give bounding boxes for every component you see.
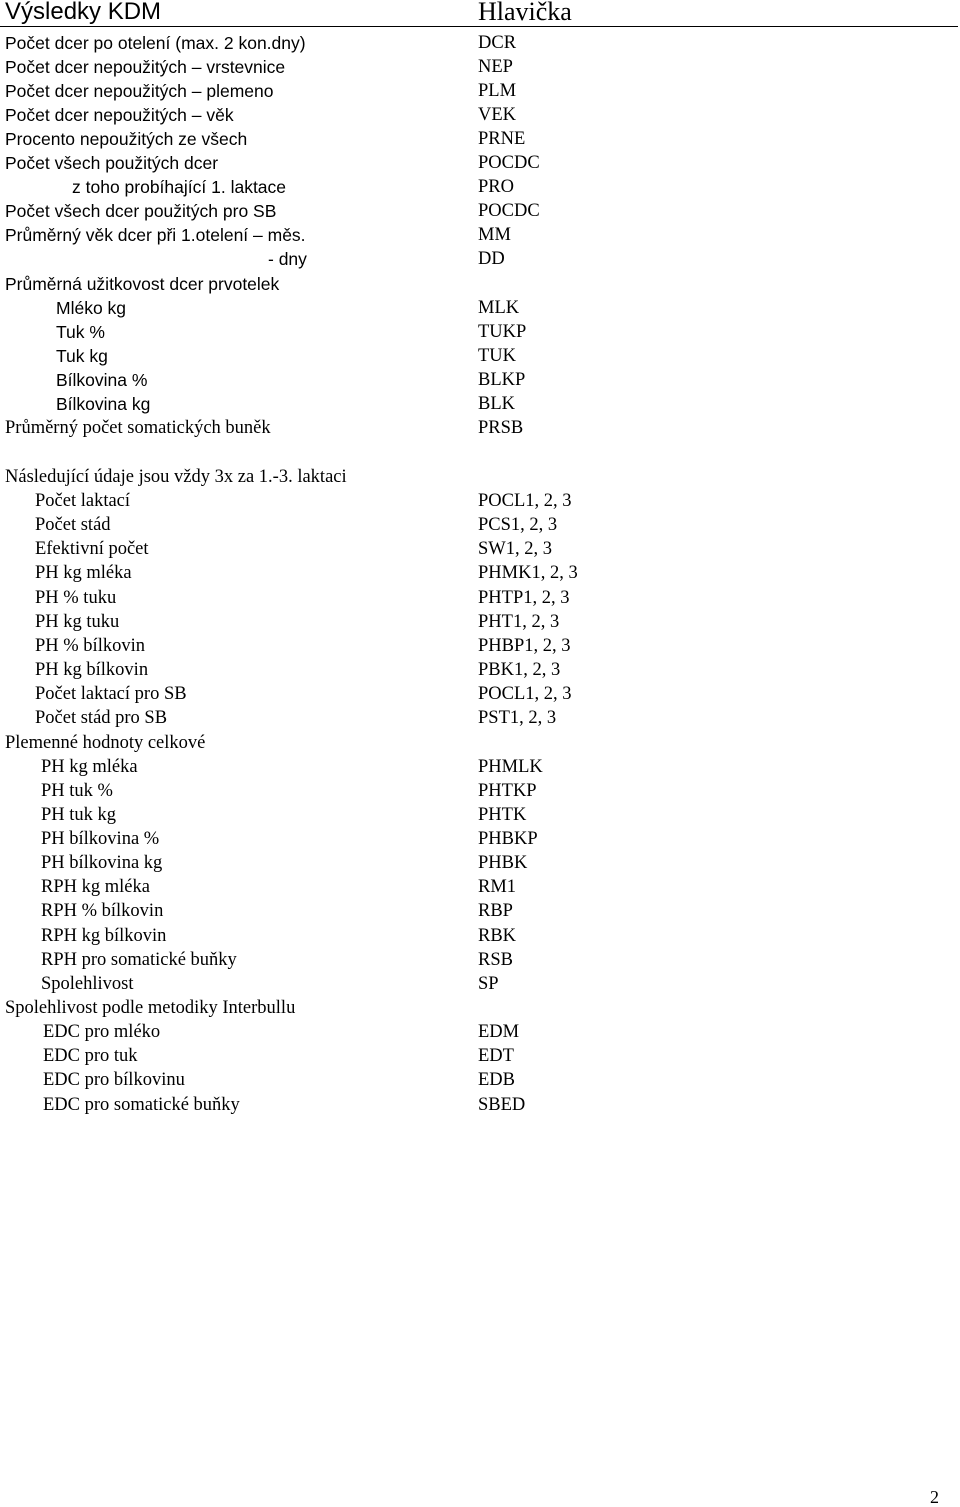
field-label: Počet laktací (35, 491, 131, 511)
field-label: Počet všech použitých dcer (5, 153, 219, 173)
field-row (0, 852, 960, 874)
field-row (0, 635, 960, 657)
field-row (0, 732, 960, 754)
field-row (0, 949, 960, 971)
header-left-title: Výsledky KDM (5, 0, 162, 25)
field-code: PHMK1, 2, 3 (478, 563, 578, 583)
field-row (0, 562, 960, 584)
field-code: DD (478, 249, 505, 269)
field-label: PH % bílkovin (35, 636, 145, 656)
field-code: PHT1, 2, 3 (478, 612, 560, 632)
field-label: PH bílkovina % (41, 829, 160, 849)
field-label: Plemenné hodnoty celkové (5, 733, 206, 753)
field-row (0, 56, 960, 78)
field-code: PHBP1, 2, 3 (478, 636, 571, 656)
field-code: TUK (478, 346, 517, 366)
field-code: PBK1, 2, 3 (478, 660, 561, 680)
field-label: Efektivní počet (35, 539, 149, 559)
field-row (0, 997, 960, 1019)
field-row (0, 756, 960, 778)
field-row (0, 297, 960, 319)
field-label: PH tuk % (41, 781, 113, 801)
field-code: NEP (478, 57, 513, 77)
field-row (0, 104, 960, 126)
field-code: SBED (478, 1095, 526, 1115)
field-label: Spolehlivost podle metodiky Interbullu (5, 998, 296, 1018)
field-code: MM (478, 225, 511, 245)
field-label: Počet stád pro SB (35, 708, 168, 728)
field-code: PRSB (478, 418, 524, 438)
field-label: PH % tuku (35, 588, 117, 608)
field-row (0, 490, 960, 512)
field-row (0, 828, 960, 850)
field-label: EDC pro somatické buňky (43, 1095, 240, 1115)
field-code: SP (478, 974, 499, 994)
field-row (0, 876, 960, 898)
field-label: Průměrný věk dcer při 1.otelení – měs. (5, 225, 306, 245)
field-code: TUKP (478, 322, 527, 342)
field-label: Tuk kg (56, 346, 108, 366)
field-code: PHBKP (478, 829, 538, 849)
field-label: Počet dcer po otelení (max. 2 kon.dny) (5, 33, 306, 53)
field-row (0, 900, 960, 922)
field-row (0, 321, 960, 343)
field-row (0, 1045, 960, 1067)
field-label: PH kg mléka (35, 563, 132, 583)
field-row (0, 176, 960, 198)
field-code: BLK (478, 394, 515, 414)
field-label: Následující údaje jsou vždy 3x za 1.-3. laktaci (5, 467, 347, 487)
field-code: RM1 (478, 877, 517, 897)
field-row (0, 659, 960, 681)
field-label: Spolehlivost (41, 974, 134, 994)
field-code: RSB (478, 950, 513, 970)
field-label: z toho probíhající 1. laktace (72, 177, 287, 197)
field-code: PLM (478, 81, 517, 101)
field-label: Tuk % (56, 322, 105, 342)
field-label: EDC pro tuk (43, 1046, 138, 1066)
field-label: RPH kg bílkovin (41, 926, 167, 946)
page-number: 2 (930, 1487, 939, 1507)
field-label: Mléko kg (56, 298, 127, 318)
field-code: POCDC (478, 201, 540, 221)
field-label: PH kg bílkovin (35, 660, 149, 680)
field-label: RPH % bílkovin (41, 901, 164, 921)
field-code: PHBK (478, 853, 528, 873)
field-code: PST1, 2, 3 (478, 708, 557, 728)
field-label: PH kg tuku (35, 612, 120, 632)
field-code: EDB (478, 1070, 515, 1090)
field-row (0, 1021, 960, 1043)
field-code: PRO (478, 177, 514, 197)
field-code: PHMLK (478, 757, 543, 777)
field-code: SW1, 2, 3 (478, 539, 552, 559)
header-right-title: Hlavička (478, 0, 572, 26)
field-row (0, 611, 960, 633)
field-code: PHTK (478, 805, 527, 825)
field-row (0, 1069, 960, 1091)
field-label: RPH pro somatické buňky (41, 950, 237, 970)
field-row (0, 224, 960, 246)
field-code: VEK (478, 105, 517, 125)
field-label: Bílkovina % (56, 370, 148, 390)
field-row (0, 32, 960, 54)
field-row (0, 925, 960, 947)
field-row (0, 683, 960, 705)
field-code: PHTKP (478, 781, 537, 801)
field-code: BLKP (478, 370, 526, 390)
field-row (0, 248, 960, 270)
field-row (0, 538, 960, 560)
field-row (0, 393, 960, 415)
field-code: POCDC (478, 153, 540, 173)
field-row (0, 152, 960, 174)
field-label: RPH kg mléka (41, 877, 150, 897)
field-label: Počet dcer nepoužitých – vrstevnice (5, 57, 286, 77)
field-label: EDC pro mléko (43, 1022, 161, 1042)
field-row (0, 707, 960, 729)
field-row (0, 80, 960, 102)
field-label: Bílkovina kg (56, 394, 151, 414)
field-label: Průměrná užitkovost dcer prvotelek (5, 274, 280, 294)
field-label: Počet stád (35, 515, 111, 535)
field-label: PH kg mléka (41, 757, 138, 777)
field-code: PHTP1, 2, 3 (478, 588, 570, 608)
field-row (0, 804, 960, 826)
field-label: Počet dcer nepoužitých – plemeno (5, 81, 274, 101)
field-row (0, 345, 960, 367)
field-code: MLK (478, 298, 520, 318)
field-code: POCL1, 2, 3 (478, 684, 572, 704)
field-label: Počet dcer nepoužitých – věk (5, 105, 234, 125)
field-code: EDT (478, 1046, 514, 1066)
field-row (0, 780, 960, 802)
field-label: Průměrný počet somatických buněk (5, 418, 271, 438)
field-code: EDM (478, 1022, 520, 1042)
field-code: RBK (478, 926, 517, 946)
field-row (0, 369, 960, 391)
field-code: PCS1, 2, 3 (478, 515, 558, 535)
field-code: DCR (478, 33, 517, 53)
field-code: RBP (478, 901, 513, 921)
field-row (0, 587, 960, 609)
field-label: PH tuk kg (41, 805, 117, 825)
field-row (0, 273, 960, 295)
field-row (0, 1094, 960, 1116)
field-row (0, 466, 960, 488)
field-row (0, 417, 960, 439)
field-label: PH bílkovina kg (41, 853, 163, 873)
field-code: PRNE (478, 129, 526, 149)
field-label: EDC pro bílkovinu (43, 1070, 185, 1090)
field-label: Procento nepoužitých ze všech (5, 129, 248, 149)
field-label: - dny (268, 249, 307, 269)
field-row (0, 973, 960, 995)
field-row (0, 514, 960, 536)
field-code: POCL1, 2, 3 (478, 491, 572, 511)
field-label: Počet laktací pro SB (35, 684, 187, 704)
field-row (0, 200, 960, 222)
field-label: Počet všech dcer použitých pro SB (5, 201, 277, 221)
field-row (0, 128, 960, 150)
